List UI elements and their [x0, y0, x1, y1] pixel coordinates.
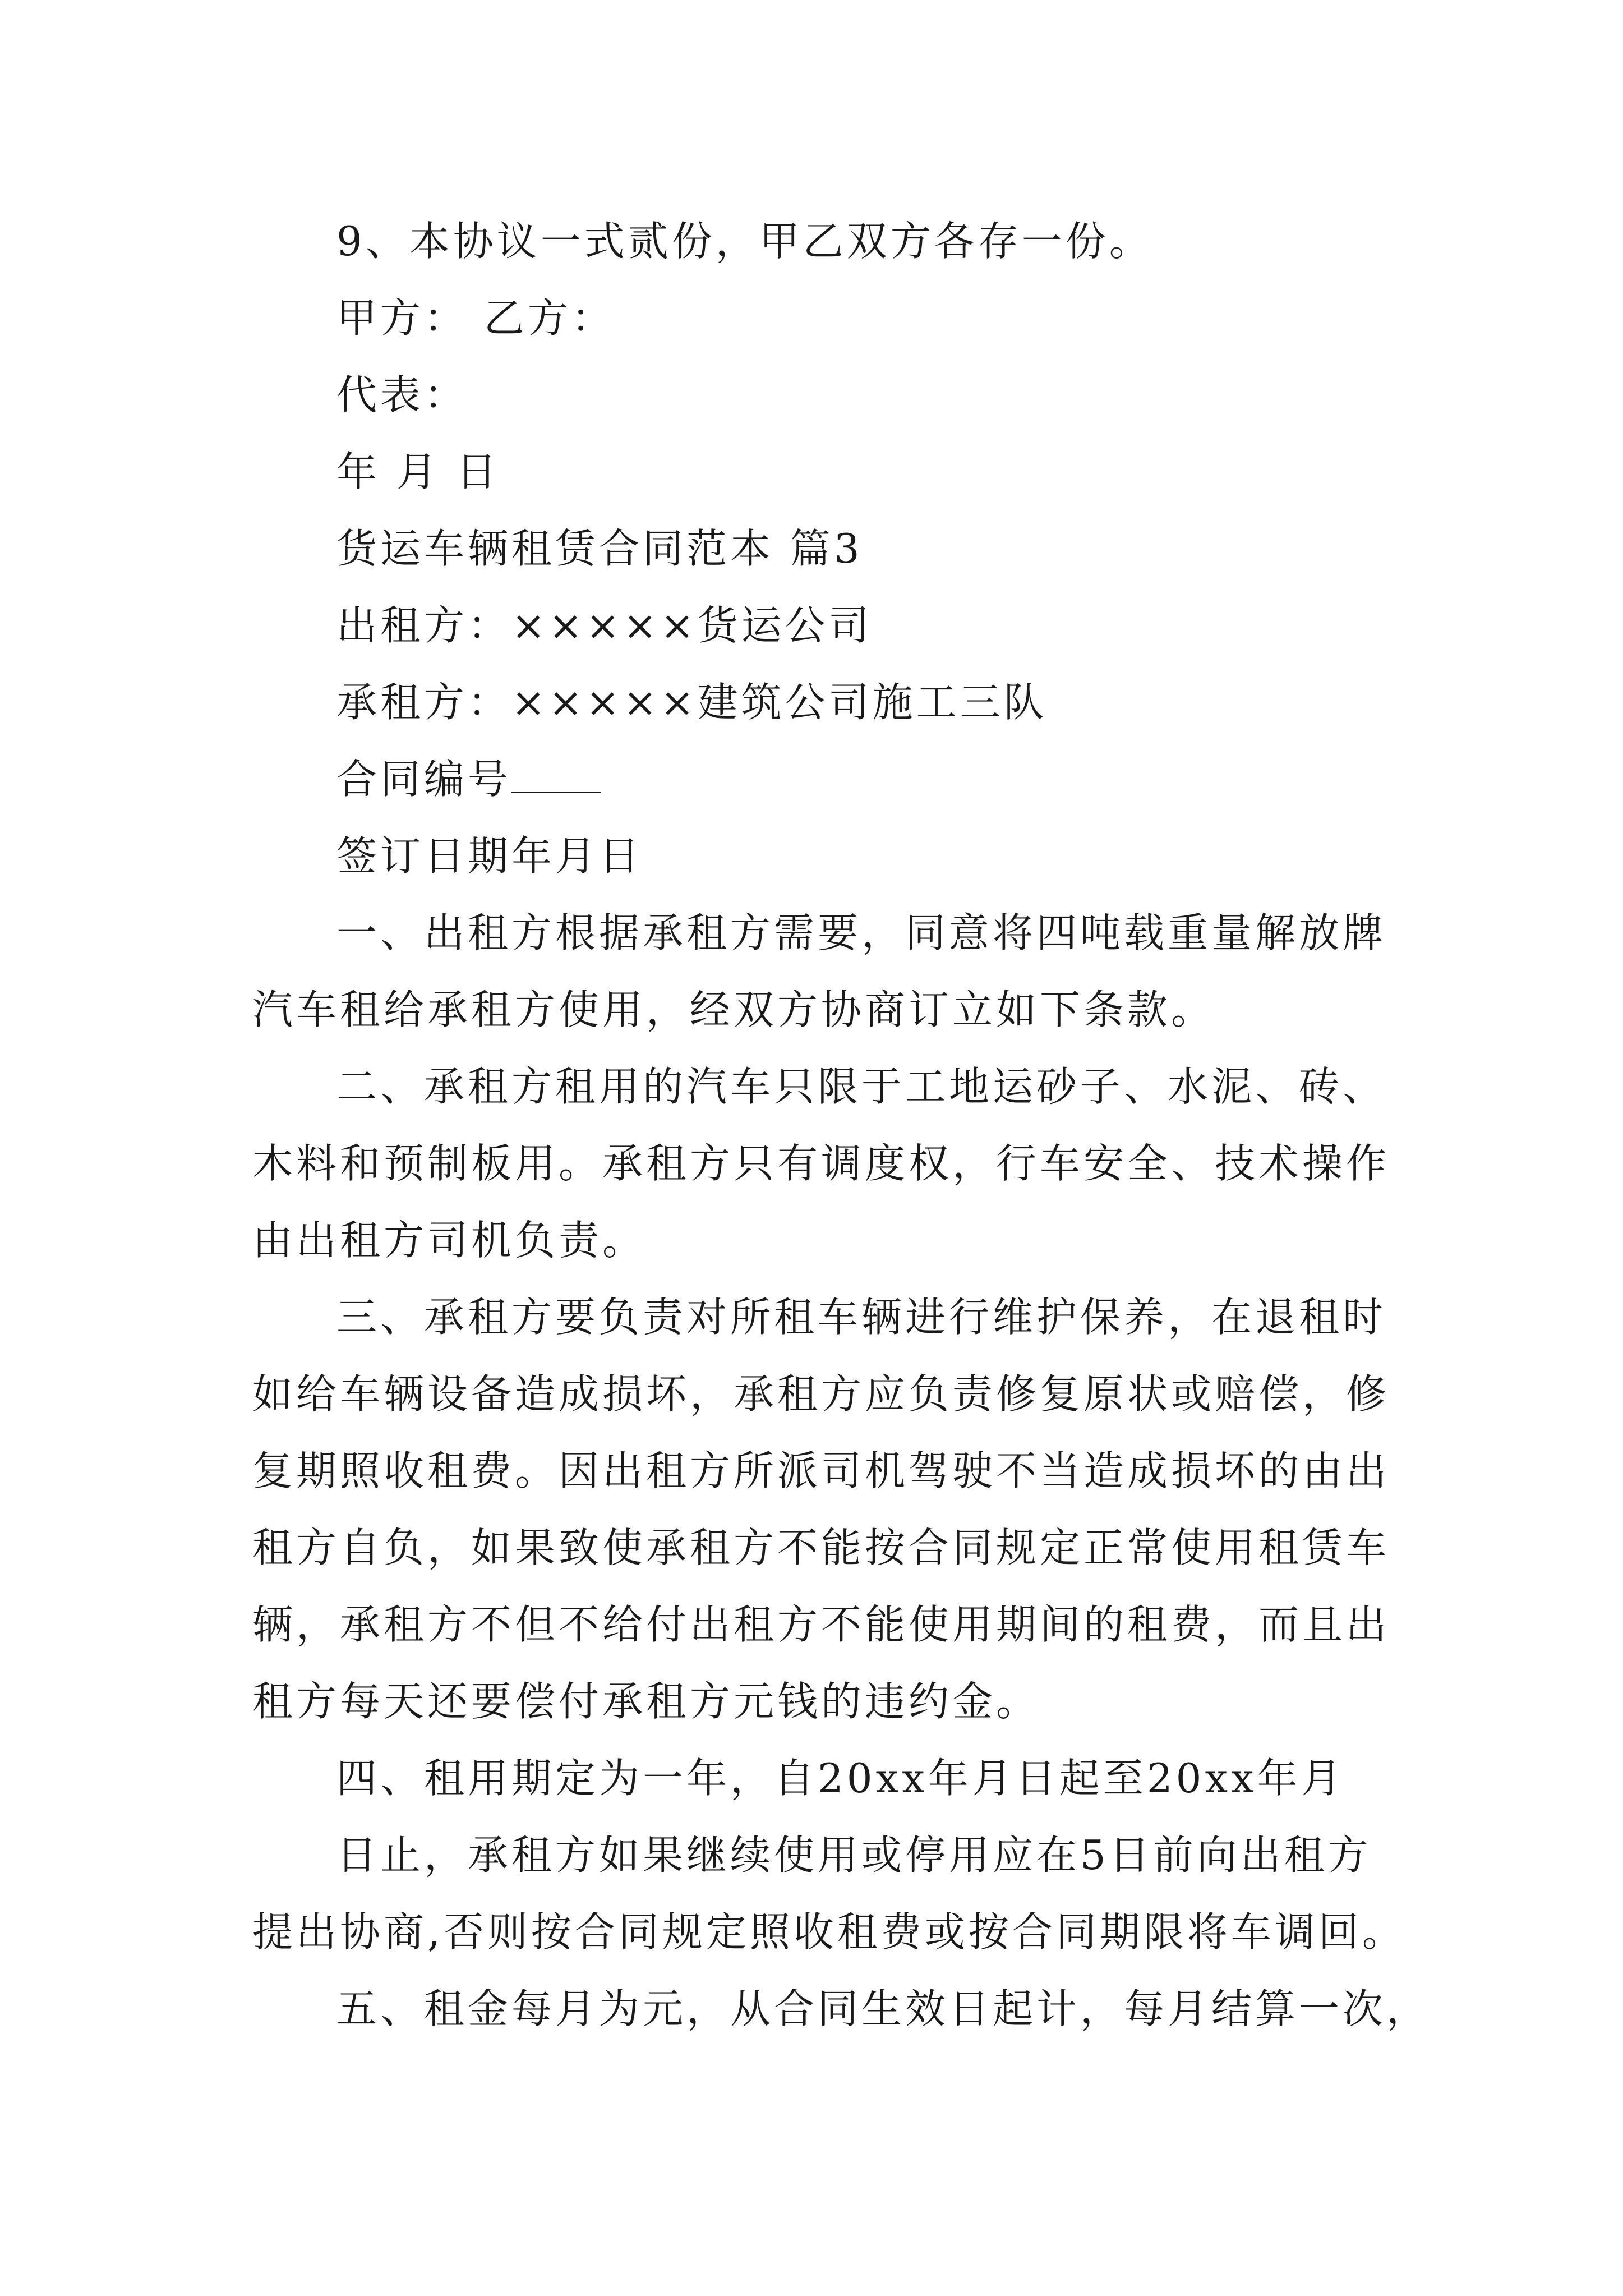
clause-1-line-1: 一、出租方根据承租方需要，同意将四吨载重量解放牌 [336, 909, 1387, 956]
contract-number-line [336, 754, 601, 804]
clause-2-line-1: 二、承租方租用的汽车只限于工地运砂子、水泥、砖、 [336, 1063, 1387, 1110]
representative-line: 代表： [336, 371, 468, 418]
contract-number-label: 合同编号 [336, 756, 512, 803]
signing-date-line: 签订日期年月日 [336, 832, 643, 880]
clause-3-line-5: 辆，承租方不但不给付出租方不能使用期间的租费，而且出 [252, 1601, 1390, 1648]
clause-4-line-1: 四、租用期定为一年，自20xx年月日起至20xx年月 [336, 1755, 1345, 1802]
clause-3-line-4: 租方自负，如果致使承租方不能按合同规定正常使用租赁车 [252, 1524, 1390, 1571]
clause-3-line-6: 租方每天还要偿付承租方元钱的违约金。 [252, 1678, 1040, 1725]
clause-2-line-2: 木料和预制板用。承租方只有调度权，行车安全、技术操作 [252, 1140, 1390, 1187]
lessee-line: 承租方：×××××建筑公司施工三队 [336, 679, 1048, 726]
date-line: 年 月 日 [336, 448, 500, 495]
clause-2-line-3: 由出租方司机负责。 [252, 1217, 647, 1264]
clause-5-line-1: 五、租金每月为元，从合同生效日起计，每月结算一次， [336, 1985, 1431, 2032]
party-line: 甲方： 乙方： [336, 295, 615, 342]
clause-3-line-1: 三、承租方要负责对所租车辆进行维护保养，在退租时 [336, 1294, 1387, 1341]
contract-number-blank [511, 757, 601, 793]
clause-1-line-2: 汽车租给承租方使用，经双方协商订立如下条款。 [252, 986, 1215, 1033]
lessor-line: 出租方：×××××货运公司 [336, 602, 873, 649]
clause-3-line-2: 如给车辆设备造成损坏，承租方应负责修复原状或赔偿，修 [252, 1370, 1390, 1418]
section-title: 货运车辆租赁合同范本 篇3 [336, 525, 863, 572]
clause-9: 9、本协议一式贰份，甲乙双方各存一份。 [336, 218, 1153, 265]
clause-4-line-2: 日止，承租方如果继续使用或停用应在5日前向出租方 [336, 1832, 1372, 1879]
clause-3-line-3: 复期照收租费。因出租方所派司机驾驶不当造成损坏的由出 [252, 1447, 1390, 1494]
clause-4-line-3: 提出协商,否则按合同规定照收租费或按合同期限将车调回。 [252, 1908, 1406, 1955]
